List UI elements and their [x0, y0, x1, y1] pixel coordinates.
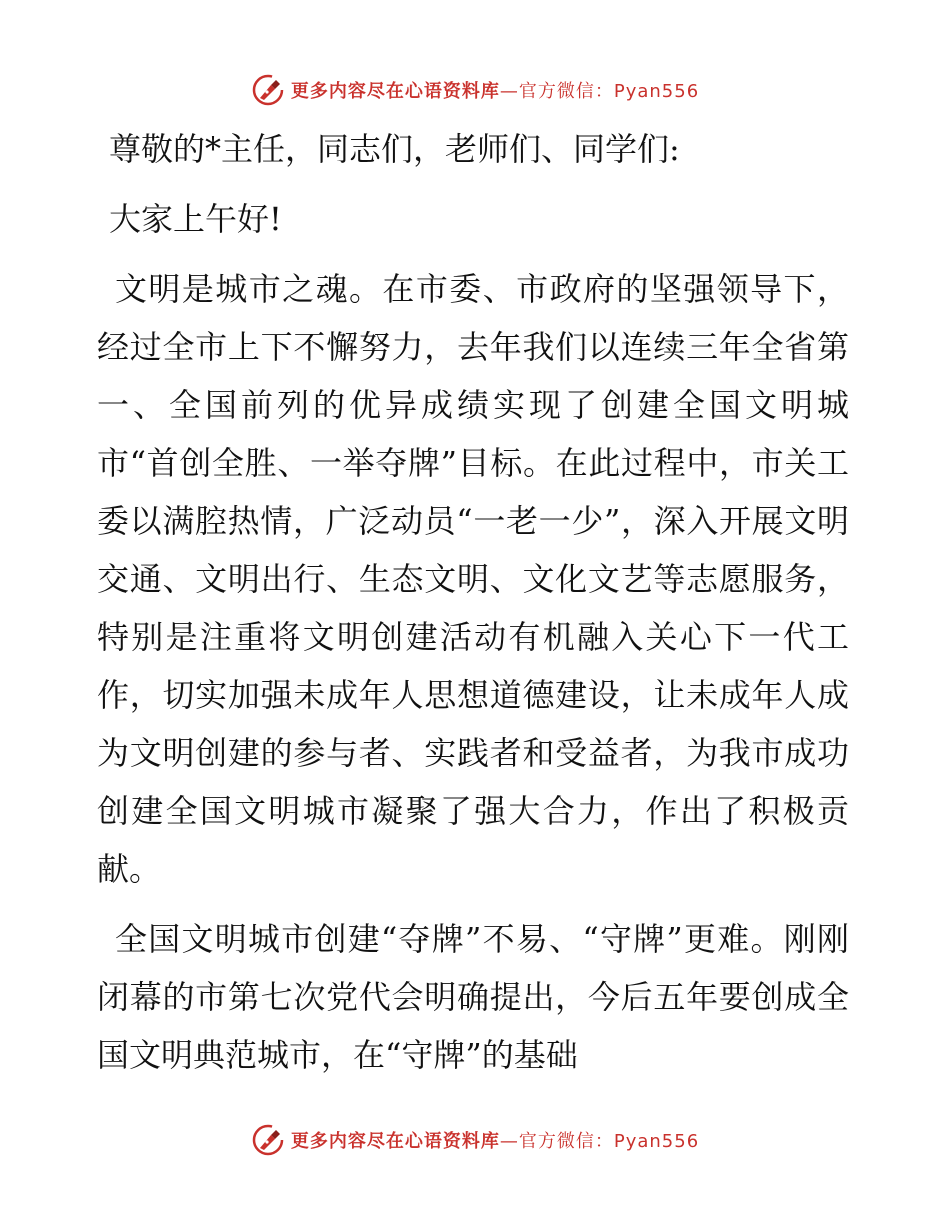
footer-banner [0, 1120, 950, 1160]
pen-nib-logo-icon [251, 73, 285, 107]
banner-official-wechat: —官方微信：Pyan556 [499, 81, 700, 102]
banner-official-wechat: —官方微信：Pyan556 [499, 1131, 700, 1152]
header-banner [0, 70, 950, 110]
greeting: 大家上午好! [109, 200, 282, 238]
salutation: 尊敬的*主任，同志们，老师们、同学们: [109, 130, 680, 168]
paragraph-2: 全国文明城市创建“夺牌”不易、“守牌”更难。刚刚闭幕的市第七次党代会明确提出，今后五年要创成全国文明典范城市，在“守牌”的基础 [97, 920, 849, 1074]
banner-brand-text: 更多内容尽在心语资料库 [290, 1131, 500, 1152]
paragraph-1: 文明是城市之魂。在市委、市政府的坚强领导下，经过全市上下不懈努力，去年我们以连续三年全省第一、全国前列的优异成绩实现了创建全国文明城市“首创全胜、一举夺牌”目标。在此过程中，市关工委以满腔热情，广泛动员“一老一少”，深入开展文明交通、文明出行、生态文明、文化文艺等志愿服务，特别是注重将文明创建活动有机融入关心下一代工作，切实加强未成年人思想道德建设，让未成年人成为文明创建的参与者、实践者和受益者，为我市成功创建全国文明城市凝聚了强大合力，作出了积极贡献。 [97, 270, 849, 888]
banner-brand-text: 更多内容尽在心语资料库 [290, 81, 500, 102]
document-body [97, 120, 849, 1096]
pen-nib-logo-icon [251, 1123, 285, 1157]
